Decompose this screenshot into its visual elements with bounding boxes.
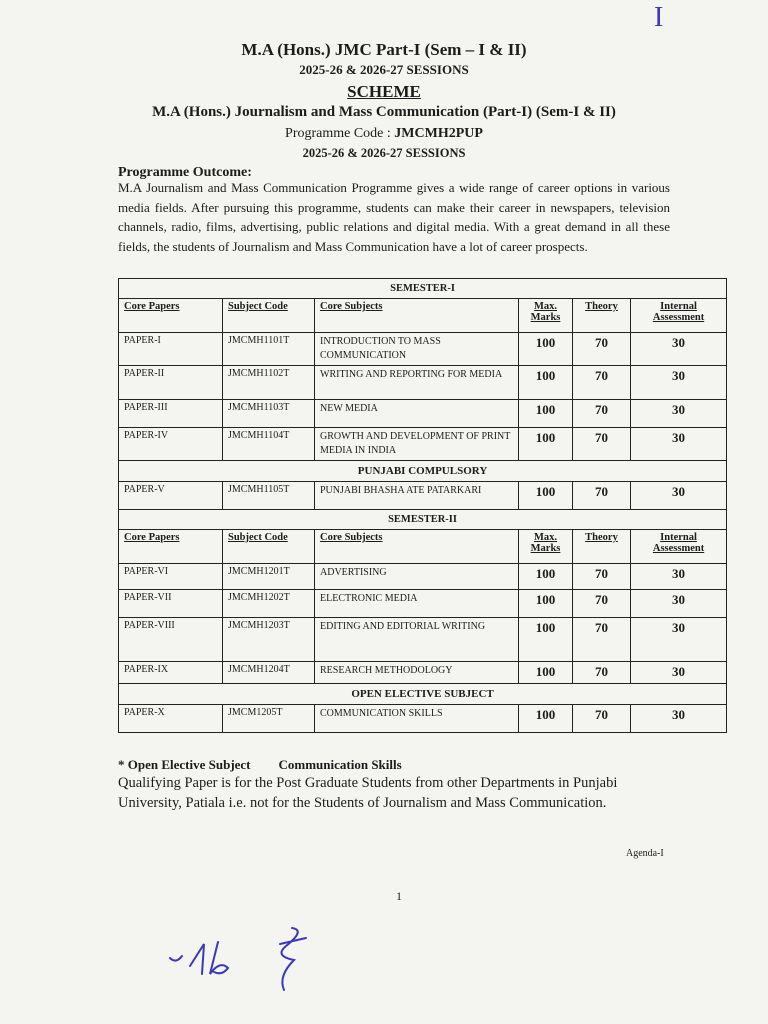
scheme-table bbox=[118, 278, 727, 733]
paper-cell: PAPER-IX bbox=[119, 662, 223, 684]
theory-cell: 70 bbox=[573, 618, 631, 662]
col-core-subjects: Core Subjects bbox=[320, 532, 383, 543]
paper-cell: PAPER-III bbox=[119, 400, 223, 428]
subject-cell: EDITING AND EDITORIAL WRITING bbox=[315, 618, 519, 662]
table-row bbox=[119, 333, 727, 366]
code-cell: JMCMH1204T bbox=[223, 662, 315, 684]
col-max-marks: Max. Marks bbox=[530, 301, 561, 323]
course-title: M.A (Hons.) JMC Part-I (Sem – I & II) bbox=[241, 40, 527, 59]
col-core-subjects: Core Subjects bbox=[320, 301, 383, 312]
theory-cell: 70 bbox=[573, 428, 631, 461]
paper-cell: PAPER-I bbox=[119, 333, 223, 366]
internal-cell: 30 bbox=[631, 428, 727, 461]
theory-cell: 70 bbox=[573, 705, 631, 733]
semester-2-title: SEMESTER-II bbox=[119, 510, 727, 530]
internal-cell: 30 bbox=[631, 564, 727, 590]
programme-outcome-text: M.A Journalism and Mass Communication Programme gives a wide range of career options in various media fields. After pursuing this programme, students can make their career in newspapers, television channels, radio, films, advertising, public relations and digital media. With a great demand in all these fields, the students of Journalism and Mass Communication have a lot of career prospects. bbox=[118, 180, 670, 254]
theory-cell: 70 bbox=[573, 333, 631, 366]
open-elective-label: * Open Elective Subject bbox=[118, 757, 251, 772]
agenda-label: Agenda-I bbox=[626, 848, 664, 859]
max-cell: 100 bbox=[519, 366, 573, 400]
max-cell: 100 bbox=[519, 400, 573, 428]
subject-cell: NEW MEDIA bbox=[315, 400, 519, 428]
internal-cell: 30 bbox=[631, 400, 727, 428]
subject-cell: COMMUNICATION SKILLS bbox=[315, 705, 519, 733]
table-row bbox=[119, 662, 727, 684]
code-cell: JMCMH1104T bbox=[223, 428, 315, 461]
col-theory: Theory bbox=[585, 301, 618, 312]
table-row bbox=[119, 618, 727, 662]
qualifying-paper-note: Qualifying Paper is for the Post Graduate Students from other Departments in Punjabi University, Patiala i.e. not for the Students of Journalism and Mass Communication. bbox=[118, 775, 618, 811]
internal-cell: 30 bbox=[631, 618, 727, 662]
programme-code-label: Programme Code : bbox=[285, 126, 391, 141]
corner-mark: I bbox=[654, 2, 664, 33]
internal-cell: 30 bbox=[631, 482, 727, 510]
max-cell: 100 bbox=[519, 428, 573, 461]
max-cell: 100 bbox=[519, 590, 573, 618]
open-elective-value: Communication Skills bbox=[278, 757, 402, 772]
table-row bbox=[119, 705, 727, 733]
paper-cell: PAPER-VII bbox=[119, 590, 223, 618]
theory-cell: 70 bbox=[573, 662, 631, 684]
subject-cell: RESEARCH METHODOLOGY bbox=[315, 662, 519, 684]
col-subject-code: Subject Code bbox=[228, 532, 288, 543]
programme-outcome-heading: Programme Outcome: bbox=[118, 165, 252, 180]
internal-cell: 30 bbox=[631, 662, 727, 684]
subject-cell: ELECTRONIC MEDIA bbox=[315, 590, 519, 618]
handwritten-signature bbox=[160, 918, 350, 993]
col-subject-code: Subject Code bbox=[228, 301, 288, 312]
scheme-heading: SCHEME bbox=[347, 82, 421, 101]
code-cell: JMCMH1203T bbox=[223, 618, 315, 662]
col-max-marks: Max. Marks bbox=[530, 532, 561, 554]
max-cell: 100 bbox=[519, 662, 573, 684]
internal-cell: 30 bbox=[631, 366, 727, 400]
semester-1-title: SEMESTER-I bbox=[119, 279, 727, 299]
paper-cell: PAPER-VIII bbox=[119, 618, 223, 662]
programme-code: JMCMH2PUP bbox=[394, 126, 483, 141]
punjabi-compulsory-band: PUNJABI COMPULSORY bbox=[119, 461, 727, 482]
programme-code-line bbox=[0, 126, 768, 142]
table-row bbox=[119, 590, 727, 618]
table-row bbox=[119, 428, 727, 461]
table-header-row bbox=[119, 299, 727, 333]
open-elective-note bbox=[118, 757, 402, 773]
sessions-line: 2025-26 & 2026-27 SESSIONS bbox=[299, 62, 469, 77]
subject-cell: INTRODUCTION TO MASS COMMUNICATION bbox=[315, 333, 519, 366]
code-cell: JMCMH1202T bbox=[223, 590, 315, 618]
sessions-line-2: 2025-26 & 2026-27 SESSIONS bbox=[302, 146, 466, 160]
page-number: 1 bbox=[396, 889, 402, 903]
theory-cell: 70 bbox=[573, 482, 631, 510]
col-theory: Theory bbox=[585, 532, 618, 543]
subject-cell: GROWTH AND DEVELOPMENT OF PRINT MEDIA IN INDIA bbox=[315, 428, 519, 461]
col-core-papers: Core Papers bbox=[124, 301, 180, 312]
theory-cell: 70 bbox=[573, 564, 631, 590]
col-core-papers: Core Papers bbox=[124, 532, 180, 543]
open-elective-band: OPEN ELECTIVE SUBJECT bbox=[119, 684, 727, 705]
paper-cell: PAPER-X bbox=[119, 705, 223, 733]
paper-cell: PAPER-IV bbox=[119, 428, 223, 461]
table-row bbox=[119, 564, 727, 590]
theory-cell: 70 bbox=[573, 590, 631, 618]
code-cell: JMCMH1105T bbox=[223, 482, 315, 510]
max-cell: 100 bbox=[519, 333, 573, 366]
code-cell: JMCM1205T bbox=[223, 705, 315, 733]
paper-cell: PAPER-V bbox=[119, 482, 223, 510]
table-row bbox=[119, 366, 727, 400]
theory-cell: 70 bbox=[573, 400, 631, 428]
code-cell: JMCMH1101T bbox=[223, 333, 315, 366]
internal-cell: 30 bbox=[631, 590, 727, 618]
subject-cell: WRITING AND REPORTING FOR MEDIA bbox=[315, 366, 519, 400]
paper-cell: PAPER-VI bbox=[119, 564, 223, 590]
max-cell: 100 bbox=[519, 705, 573, 733]
code-cell: JMCMH1103T bbox=[223, 400, 315, 428]
subject-cell: ADVERTISING bbox=[315, 564, 519, 590]
table-header-row bbox=[119, 530, 727, 564]
theory-cell: 70 bbox=[573, 366, 631, 400]
code-cell: JMCMH1201T bbox=[223, 564, 315, 590]
programme-title: M.A (Hons.) Journalism and Mass Communication (Part-I) (Sem-I & II) bbox=[152, 104, 616, 120]
col-internal: Internal Assessment bbox=[652, 532, 705, 554]
paper-cell: PAPER-II bbox=[119, 366, 223, 400]
max-cell: 100 bbox=[519, 564, 573, 590]
max-cell: 100 bbox=[519, 618, 573, 662]
internal-cell: 30 bbox=[631, 333, 727, 366]
max-cell: 100 bbox=[519, 482, 573, 510]
code-cell: JMCMH1102T bbox=[223, 366, 315, 400]
subject-cell: PUNJABI BHASHA ATE PATARKARI bbox=[315, 482, 519, 510]
table-row bbox=[119, 482, 727, 510]
col-internal: Internal Assessment bbox=[652, 301, 705, 323]
table-row bbox=[119, 400, 727, 428]
internal-cell: 30 bbox=[631, 705, 727, 733]
